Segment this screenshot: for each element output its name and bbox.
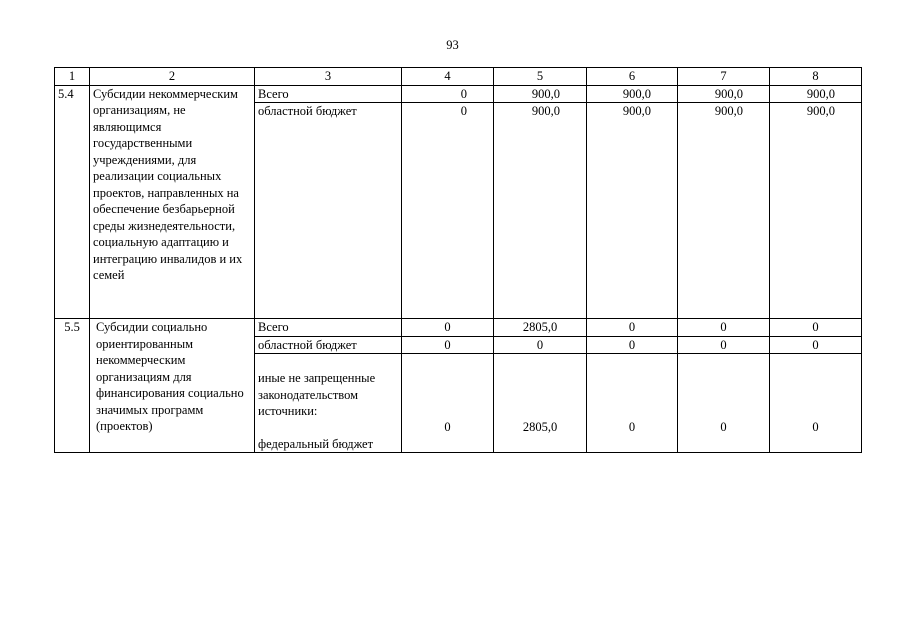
value-cell: 0 — [402, 336, 494, 354]
value-cell: 0 — [402, 85, 494, 103]
value-cell: 2805,0 — [494, 319, 587, 337]
budget-table — [54, 67, 862, 453]
value-cell: 0 — [402, 103, 494, 319]
source-label: Всего — [255, 319, 402, 337]
page-number: 93 — [446, 38, 459, 52]
header-cell: 6 — [587, 68, 678, 86]
federal-label: федеральный бюджет — [258, 436, 374, 451]
row-number: 5.5 — [55, 319, 90, 453]
source-label: Всего — [255, 85, 402, 103]
value-cell: 900,0 — [587, 103, 678, 319]
table-row — [55, 319, 862, 337]
row-number: 5.4 — [55, 85, 90, 319]
header-cell: 4 — [402, 68, 494, 86]
value-cell: 0 — [402, 354, 494, 453]
header-row — [55, 68, 862, 86]
value-cell: 0 — [678, 319, 770, 337]
header-cell: 1 — [55, 68, 90, 86]
value-cell: 0 — [402, 319, 494, 337]
value-cell: 900,0 — [587, 85, 678, 103]
source-label: областной бюджет — [255, 103, 402, 319]
value-cell: 900,0 — [494, 103, 587, 319]
value-cell: 900,0 — [770, 85, 862, 103]
value-cell: 2805,0 — [494, 354, 587, 453]
header-cell: 7 — [678, 68, 770, 86]
source-group-cell — [255, 354, 402, 453]
header-cell: 2 — [90, 68, 255, 86]
value-cell: 0 — [770, 319, 862, 337]
row-description: Субсидии социально ориентированным некоммерческим организациям для финансирования социально значимых программ (проектов) — [90, 319, 255, 453]
value-cell: 0 — [770, 336, 862, 354]
header-cell: 3 — [255, 68, 402, 86]
value-cell: 0 — [678, 354, 770, 453]
row-description: Субсидии некоммерческим организациям, не являющимся государственными учреждениями, для реализации социальных проектов, направленных на обеспечение безбарьерной среды жизнедеятельности, социальную адаптацию и интеграцию инвалидов и их семей — [90, 85, 255, 319]
value-cell: 900,0 — [678, 103, 770, 319]
table-row — [55, 85, 862, 103]
value-cell: 900,0 — [678, 85, 770, 103]
value-cell: 0 — [678, 336, 770, 354]
header-cell: 8 — [770, 68, 862, 86]
other-sources-label: иные не запрещенные законодательством источники: — [258, 371, 376, 418]
source-label: областной бюджет — [255, 336, 402, 354]
header-cell: 5 — [494, 68, 587, 86]
value-cell: 0 — [770, 354, 862, 453]
value-cell: 900,0 — [494, 85, 587, 103]
value-cell: 0 — [587, 336, 678, 354]
value-cell: 0 — [587, 354, 678, 453]
value-cell: 0 — [587, 319, 678, 337]
value-cell: 900,0 — [770, 103, 862, 319]
value-cell: 0 — [494, 336, 587, 354]
